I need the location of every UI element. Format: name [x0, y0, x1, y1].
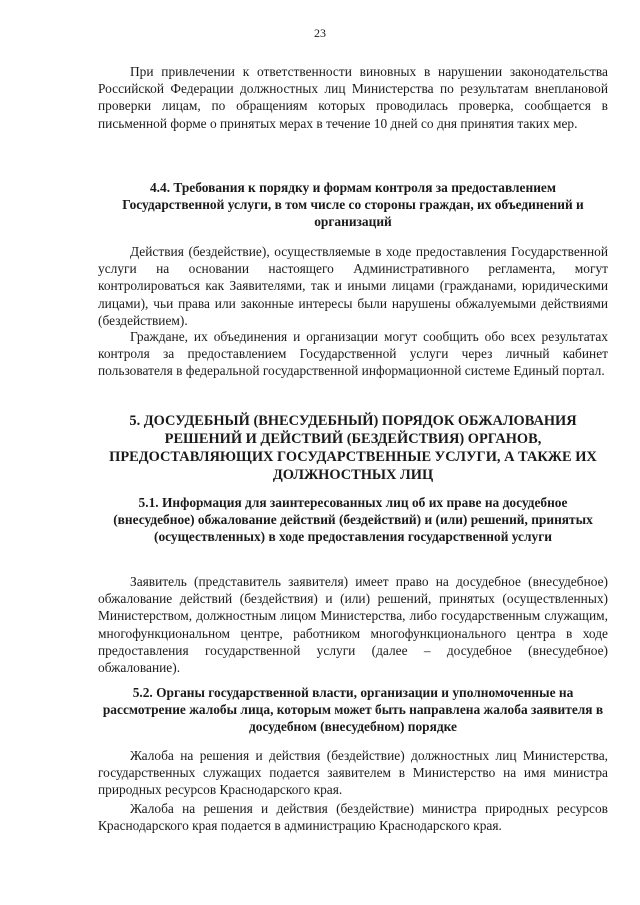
- heading-section-5-2: 5.2. Органы государственной власти, организации и уполномоченные на рассмотрение жалобы лица, которым может быть направлена жалоба заявителя в досудебном (внесудебном) порядке: [102, 685, 604, 735]
- heading-section-5-1: 5.1. Информация для заинтересованных лиц об их праве на досудебное (внесудебное) обжалование действий (бездействий) и (или) решений, принятых (осуществленных) в ходе предоставления государственной услуги: [113, 495, 593, 545]
- heading-section-4-4: 4.4. Требования к порядку и формам контроля за предоставлением Государственной услуги, в том числе со стороны граждан, их объединений и организаций: [122, 180, 584, 230]
- paragraph-5-1-applicant: Заявитель (представитель заявителя) имеет право на досудебное (внесудебное) обжалование действий (бездействия) и (или) решений, принятых (осуществленных) Министерством, должностным лицом Министерства, либо государственным служащим, многофункциональном центре, работником многофункционального центра в ходе предоставления государственной услуги (далее – досудебное (внесудебное) обжалование).: [98, 574, 608, 676]
- paragraph-5-2-complaint-officials: Жалоба на решения и действия (бездействие) должностных лиц Министерства, государственных служащих подается заявителем в Министерство на имя министра природных ресурсов Краснодарского края.: [98, 748, 608, 798]
- paragraph-intro: При привлечении к ответственности виновных в нарушении законодательства Российской Федерации должностных лиц Министерства по результатам внеплановой проверки лицам, по обращениям которых проводилась проверка, сообщается в письменной форме о принятых мерах в течение 10 дней со дня принятия таких мер.: [98, 64, 608, 131]
- page-number: 23: [314, 26, 326, 40]
- heading-chapter-5: 5. ДОСУДЕБНЫЙ (ВНЕСУДЕБНЫЙ) ПОРЯДОК ОБЖАЛОВАНИЯ РЕШЕНИЙ И ДЕЙСТВИЙ (БЕЗДЕЙСТВИЯ) ОРГАНОВ, ПРЕДОСТАВЛЯЮЩИХ ГОСУДАРСТВЕННЫЕ УСЛУГИ, А ТАКЖЕ ИХ ДОЛЖНОСТНЫХ ЛИЦ: [109, 413, 597, 483]
- paragraph-5-2-complaint-minister: Жалоба на решения и действия (бездействие) министра природных ресурсов Краснодарского края подается в администрацию Краснодарского края.: [98, 801, 608, 834]
- paragraph-4-4-citizens: Граждане, их объединения и организации могут сообщить обо всех результатах контроля за предоставлением Государственной услуги через личный кабинет пользователя в федеральной государственной информационной системе Единый портал.: [98, 329, 608, 379]
- paragraph-4-4-actions: Действия (бездействие), осуществляемые в ходе предоставления Государственной услуги на основании настоящего Административного регламента, могут контролироваться как Заявителями, так и иными лицами (гражданами, юридическими лицами), чьи права или законные интересы были нарушены обжалуемыми действиями (бездействием).: [98, 244, 608, 328]
